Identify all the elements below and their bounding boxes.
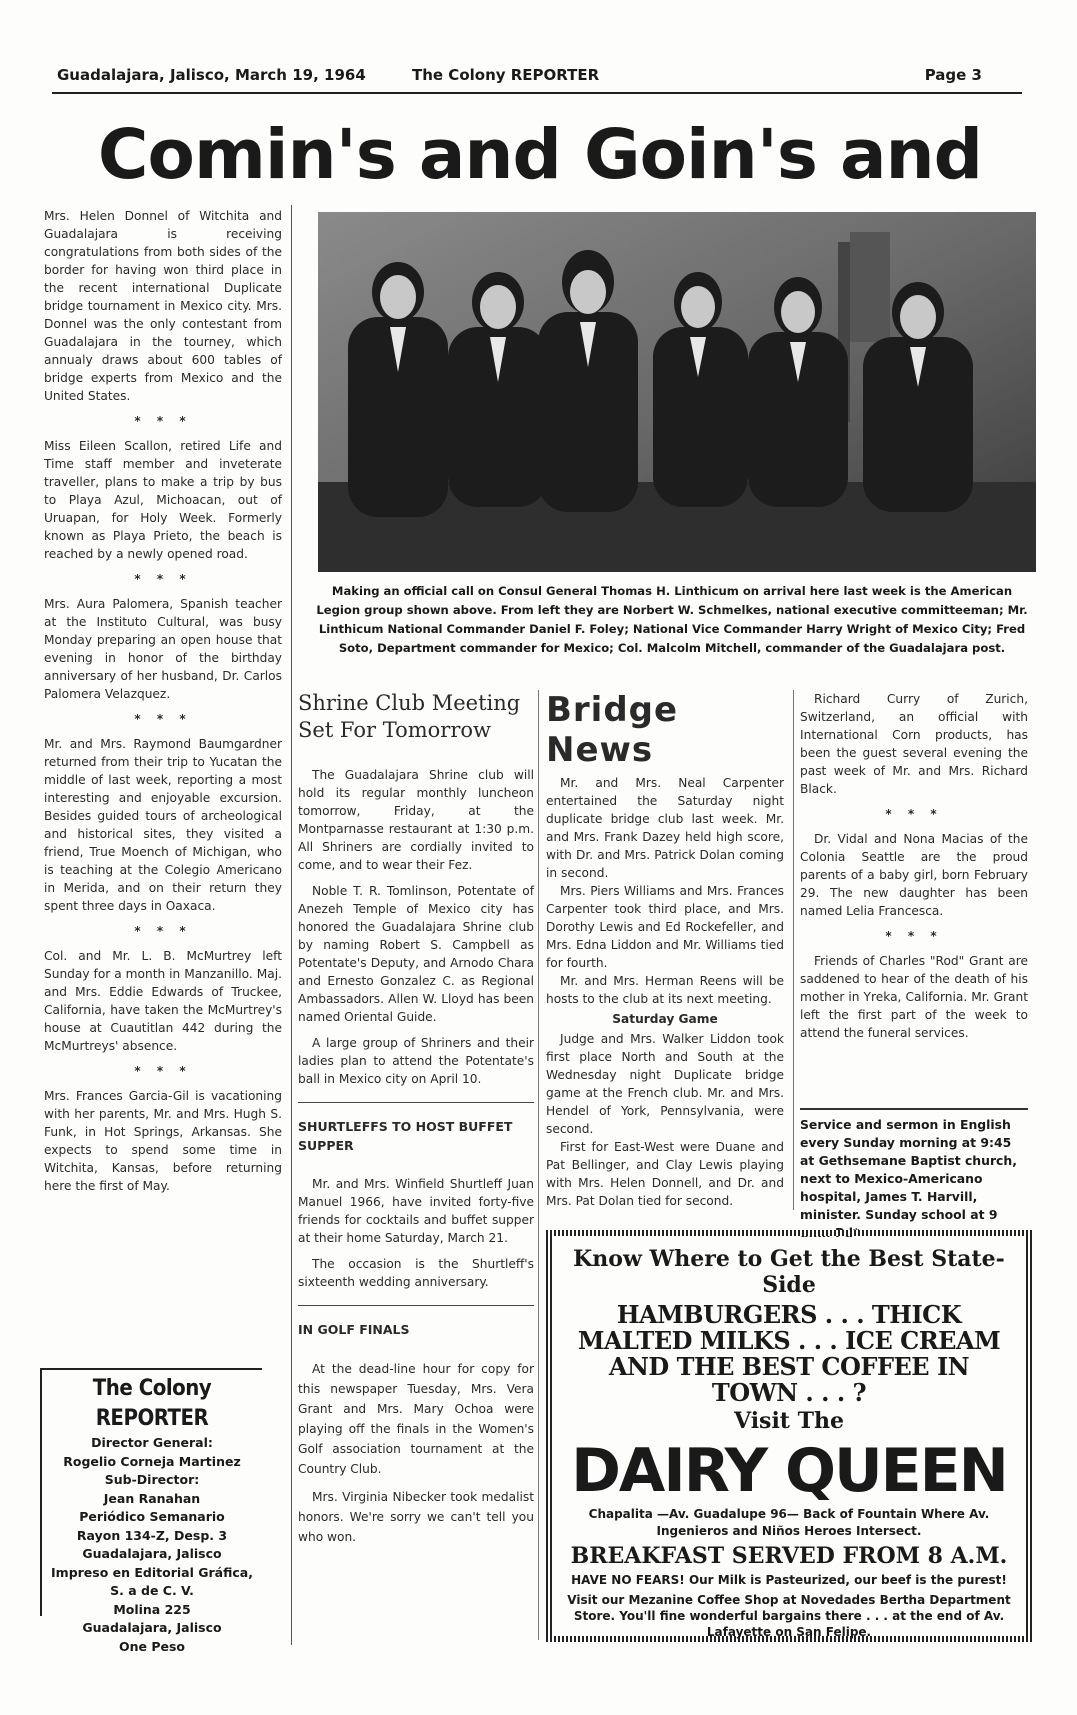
separator: * * * (134, 924, 192, 938)
article-subhead: Saturday Game (612, 1012, 718, 1026)
article-paragraph: At the dead-line hour for copy for this newspaper Tuesday, Mrs. Vera Grant and Mrs. Mary Ochoa were playing off the finals in the Women's Golf association tournament at the Country Club. (298, 1362, 534, 1476)
article-paragraph: Richard Curry of Zurich, Switzerland, an official with International Corn products, has been the guest several evening the past week of Mr. and Mrs. Richard Black. (800, 692, 1028, 796)
dairy-queen-ad (546, 1230, 1032, 1642)
separator: * * * (885, 929, 943, 943)
article-paragraph: First for East-West were Duane and Pat Bellinger, and Clay Lewis playing with Mrs. Helen Donnell, and Dr. and Mrs. Pat Dolan tied for second. (546, 1140, 784, 1208)
article-headline: Bridge News (546, 690, 679, 770)
article-paragraph: Mr. and Mrs. Neal Carpenter entertained the Saturday night duplicate bridge club last week. Mr. and Mrs. Frank Dazey held high score, with Dr. and Mrs. Patrick Dolan coming in second. (546, 776, 784, 880)
separator: * * * (134, 712, 192, 726)
masthead-line: Guadalajara, Jalisco (82, 1620, 222, 1635)
header-page-number: Page 3 (924, 66, 982, 84)
article-headline: Shrine Club Meeting Set For Tomorrow (298, 691, 521, 742)
article-headline: IN GOLF FINALS (298, 1322, 410, 1337)
social-column (44, 207, 282, 1195)
social-column-2 (800, 690, 1028, 1042)
ad-line: Chapalita —Av. Guadalupe 96— Back of Fountain Where Av. Ingenieros and Niños Heroes Intersect. (588, 1507, 990, 1538)
masthead-line: Guadalajara, Jalisco (82, 1546, 222, 1561)
masthead-line: Rogelio Corneja Martinez (63, 1453, 241, 1469)
column-rule (291, 205, 292, 1645)
bridge-column (546, 690, 784, 1210)
masthead-line: Director General: (91, 1435, 213, 1450)
article-paragraph: Judge and Mrs. Walker Liddon took first place North and South at the Wednesday night Duplicate bridge game at the French club. Mr. and Mrs. Hendel of York, Pennsylvania, were second. (546, 1032, 784, 1136)
photo-caption: Making an official call on Consul General Thomas H. Linthicum on arrival here last week is the American Legion group shown above. From left they are Norbert W. Schmelkes, national executive committeeman; Mr. Linthicum National Commander Daniel F. Foley; National Vice Commander Harry Wright of Mexico City; Fred Soto, Department commander for Mexico; Col. Malcolm Mitchell, commander of the Guadalajara post. (316, 584, 1028, 655)
masthead-line: Rayon 134-Z, Desp. 3 (76, 1527, 228, 1543)
article-paragraph: Friends of Charles "Rod" Grant are saddened to hear of the death of his mother in Yreka, California. Mr. Grant left the first part of the week to attend the funeral services. (800, 954, 1028, 1040)
article-paragraph: Miss Eileen Scallon, retired Life and Time staff member and inveterate traveller, plans to make a trip by bus to Playa Azul, Michoacan, out of Uruapan, for Holy Week. Formerly known as Playa Prieto, the beach is reached by a newly opened road. (44, 439, 282, 561)
masthead-line: S. a de C. V. (110, 1583, 194, 1598)
article-paragraph: Noble T. R. Tomlinson, Potentate of Anezeh Temple of Mexico city has honored the Guadalajara Shrine club by naming Robert S. Campbell as Potentate's Deputy, and Arnodo Chara and Ernesto Gonzalez C. as Regional Ambassadors. Allen W. Lloyd has been named Oriental Guide. (298, 884, 534, 1024)
ad-line: Visit The (734, 1408, 844, 1434)
masthead-box (40, 1368, 262, 1654)
ad-brand: DAIRY QUEEN (571, 1436, 1007, 1506)
divider (298, 1102, 534, 1103)
article-paragraph: Mr. and Mrs. Herman Reens will be hosts to the club at its next meeting. (546, 974, 784, 1006)
article-paragraph: The occasion is the Shurtleff's sixteenth wedding anniversary. (298, 1257, 534, 1289)
article-paragraph: A large group of Shriners and their ladies plan to attend the Potentate's ball in Mexico city on April 10. (298, 1036, 534, 1086)
article-paragraph: Mrs. Aura Palomera, Spanish teacher at the Instituto Cultural, was busy Monday preparing an open house that evening in honor of the birthday anniversary of her husband, Dr. Carlos Palomera Velazquez. (44, 597, 282, 701)
separator: * * * (134, 1064, 192, 1078)
masthead-line: Molina 225 (113, 1601, 191, 1617)
masthead-line: One Peso (118, 1638, 186, 1654)
masthead-line: Periódico Semanario (79, 1509, 225, 1524)
article-paragraph: Mrs. Helen Donnel of Witchita and Guadalajara is receiving congratulations from both sides of the border for having won third place in the recent international Duplicate bridge tournament in Mexico city. Mrs. Donnel was the only contestant from Guadalajara in the tourney, which annualy draws about 600 tables of bridge experts from Mexico and the United States. (44, 209, 282, 403)
shrine-column (298, 690, 534, 1547)
church-notice: Service and sermon in English every Sunday morning at 9:45 at Gethsemane Baptist church, next to Mexico-Americano hospital, James T. Harvill, minister. Sunday school at 9 a.m. Pd* (800, 1108, 1028, 1242)
divider (298, 1305, 534, 1306)
column-rule (538, 690, 539, 1640)
separator: * * * (134, 572, 192, 586)
article-paragraph: Mrs. Piers Williams and Mrs. Frances Carpenter took third place, and Mrs. Dorothy Lewis and Ed Rockefeller, and Mrs. Edna Liddon and Mr. Williams tied for fourth. (546, 884, 784, 970)
article-paragraph: Dr. Vidal and Nona Macias of the Colonia Seattle are the proud parents of a baby girl, born February 29. The new daughter has been named Lelia Francesca. (800, 832, 1028, 918)
ad-line: HAVE NO FEARS! Our Milk is Pasteurized, our beef is the purest! (571, 1573, 1007, 1587)
masthead-line: Jean Ranahan (103, 1490, 201, 1506)
ad-line: Visit our Mezanine Coffee Shop at Novedades Bertha Department Store. You'll fine wonderful bargains there . . . at the end of Av. Lafayette on San Felipe. (567, 1593, 1011, 1639)
ad-line: BREAKFAST SERVED FROM 8 A.M. (570, 1543, 1008, 1569)
header-dateline: Guadalajara, Jalisco, March 19, 1964 (57, 66, 366, 84)
article-paragraph: Mr. and Mrs. Raymond Baumgardner returned from their trip to Yucatan the middle of last week, reporting a most interesting and enjoyable excursion. Besides guided tours of archeological and historical sites, they visited a friend, True Moench of Michigan, who is teaching at the Colegio Americano in Merida, and on their return they spent three days in Oaxaca. (44, 737, 282, 913)
article-paragraph: Mrs. Virginia Nibecker took medalist honors. We're sorry we can't tell you who won. (298, 1490, 534, 1544)
column-rule (793, 690, 794, 1210)
page-header (52, 62, 1022, 94)
masthead-line: Sub-Director: (104, 1472, 200, 1487)
header-paper-name: The Colony REPORTER (412, 66, 600, 84)
photo-illustration (318, 212, 1036, 572)
ad-line: HAMBURGERS . . . THICK MALTED MILKS . . . ICE CREAM AND THE BEST COFFEE IN TOWN . . . ? (577, 1300, 1001, 1407)
separator: * * * (885, 807, 943, 821)
article-headline: SHURTLEFFS TO HOST BUFFET SUPPER (298, 1119, 513, 1153)
separator: * * * (134, 414, 192, 428)
group-photo (318, 212, 1036, 572)
article-paragraph: The Guadalajara Shrine club will hold its regular monthly luncheon tomorrow, Friday, at the Montparnasse restaurant at 1:30 p.m. All Shriners are cordially invited to come, and to wear their Fez. (298, 768, 534, 872)
ad-line: Know Where to Get the Best State-Side (573, 1246, 1005, 1298)
article-paragraph: Mrs. Frances Garcia-Gil is vacationing with her parents, Mr. and Mrs. Hugh S. Funk, in Hot Springs, Arkansas. She expects to spend some time in Witchita, Kansas, before returning here the first of May. (44, 1089, 282, 1193)
article-paragraph: Mr. and Mrs. Winfield Shurtleff Juan Manuel 1966, have invited forty-five friends for cocktails and buffet supper at their home Saturday, March 21. (298, 1177, 534, 1245)
article-paragraph: Col. and Mr. L. B. McMurtrey left Sunday for a month in Manzanillo. Maj. and Mrs. Eddie Edwards of Truckee, California, have taken the McMurtrey's house at Cuautitlan 442 during the McMurtreys' absence. (44, 949, 282, 1053)
masthead-title: The Colony REPORTER (92, 1376, 212, 1431)
page-headline: Comin's and Goin's and (97, 115, 983, 195)
masthead-line: Impreso en Editorial Gráfica, (51, 1564, 253, 1580)
